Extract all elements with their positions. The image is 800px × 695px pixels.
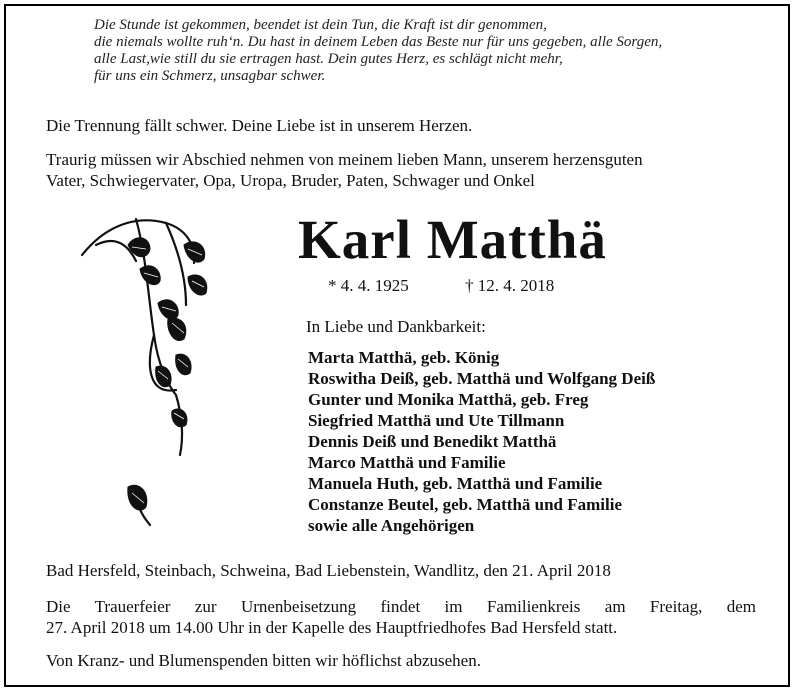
poem-line: für uns ein Schmerz, unsagbar schwer. [94,68,326,84]
family-member: Siegfried Matthä und Ute Tillmann [308,411,565,430]
birch-branch-illustration [76,215,236,545]
ceremony-line: 27. April 2018 um 14.00 Uhr in der Kapelle des Hauptfriedhofes Bad Hersfeld statt. [46,618,618,637]
family-member: Manuela Huth, geb. Matthä und Familie [308,474,603,493]
family-member: Marta Matthä, geb. König [308,348,500,367]
announcement-line: Traurig müssen wir Abschied nehmen von meinem lieben Mann, unserem herzensguten [46,150,643,169]
death-date: † 12. 4. 2018 [465,276,555,295]
donation-request: Von Kranz- und Blumenspenden bitten wir höflichst abzusehen. [46,651,481,670]
family-member: Marco Matthä und Familie [308,453,506,472]
family-member: Constanze Beutel, geb. Matthä und Familie [308,495,623,514]
announcement-line: Vater, Schwiegervater, Opa, Uropa, Bruder, Paten, Schwager und Onkel [46,171,535,190]
deceased-name: Karl Matthä [298,209,607,270]
family-member: Roswitha Deiß, geb. Matthä und Wolfgang Deiß [308,369,656,388]
poem-line: alle Last,wie still du sie ertragen hast. Dein gutes Herz, es schlägt nicht mehr, [94,51,563,67]
ceremony-line: Die Trauerfeier zur Urnenbeisetzung findet im Familienkreis am Freitag, dem [46,597,756,616]
poem-line: die niemals wollte ruh‘n. Du hast in deinem Leben das Beste nur für uns gegeben, alle Sorgen, [94,34,663,50]
family-member: Gunter und Monika Matthä, geb. Freg [308,390,589,409]
poem [94,17,774,85]
intro-text: Die Trennung fällt schwer. Deine Liebe ist in unserem Herzen. [46,116,473,135]
life-dates [328,276,554,296]
family-list [308,347,655,536]
announcement [46,149,766,191]
thanks-heading: In Liebe und Dankbarkeit: [306,317,486,336]
birth-date: * 4. 4. 1925 [328,276,409,295]
poem-line: Die Stunde ist gekommen, beendet ist dein Tun, die Kraft ist dir genommen, [94,17,547,33]
family-member: Dennis Deiß und Benedikt Matthä [308,432,557,451]
ceremony-info [46,596,756,638]
family-member: sowie alle Angehörigen [308,516,475,535]
places-date: Bad Hersfeld, Steinbach, Schweina, Bad Liebenstein, Wandlitz, den 21. April 2018 [46,561,611,580]
